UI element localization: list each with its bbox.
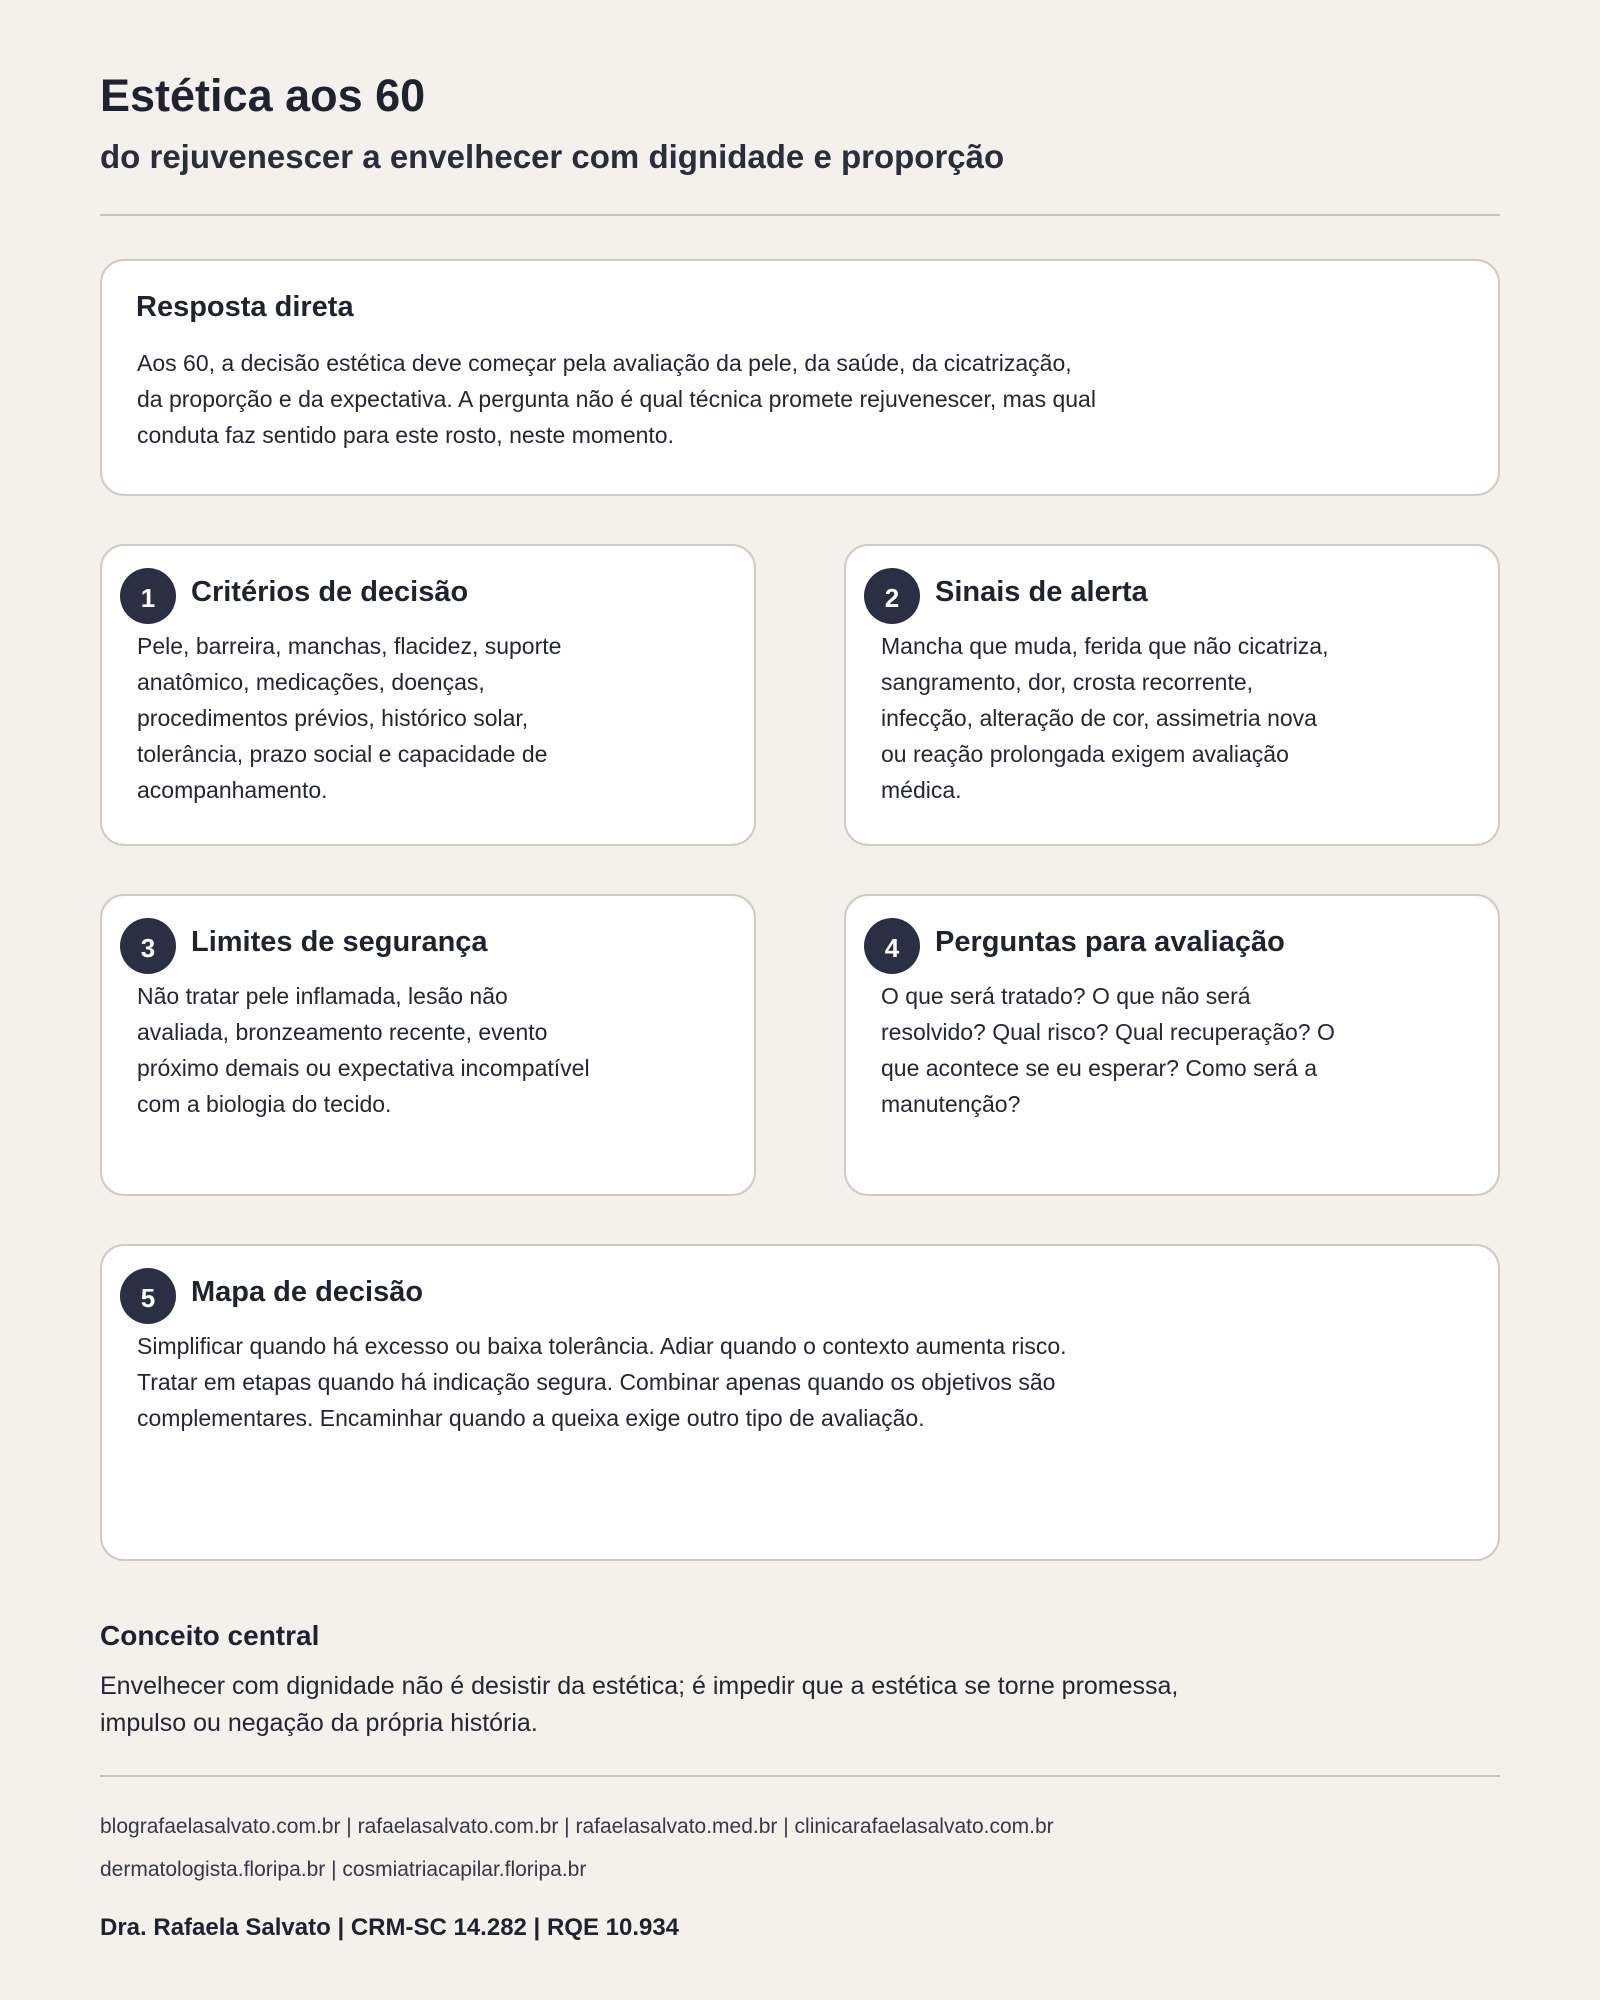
direct-answer-line: Aos 60, a decisão estética deve começar pela avaliação da pele, da saúde, da cicatrização,: [137, 350, 1072, 376]
card-title: Sinais de alerta: [935, 576, 1148, 608]
card-line: acompanhamento.: [137, 777, 328, 803]
direct-answer-text: [137, 345, 1096, 453]
concept-title: Conceito central: [100, 1620, 320, 1651]
footer-links-line-2: dermatologista.floripa.br | cosmiatriacapilar.floripa.br: [100, 1858, 587, 1881]
step-number: 4: [884, 932, 900, 963]
card-line: ou reação prolongada exigem avaliação: [881, 741, 1289, 767]
direct-answer-line: da proporção e da expectativa. A pergunta não é qual técnica promete rejuvenescer, mas qual: [137, 386, 1096, 412]
direct-answer-line: conduta faz sentido para este rosto, neste momento.: [137, 422, 674, 448]
card-text: [137, 628, 561, 808]
step-number: 5: [140, 1282, 156, 1313]
card-line: próximo demais ou expectativa incompatível: [137, 1055, 590, 1081]
card-text: [881, 628, 1329, 808]
card-title: Perguntas para avaliação: [935, 926, 1285, 958]
card-title: Mapa de decisão: [191, 1276, 424, 1308]
card-line: procedimentos prévios, histórico solar,: [137, 705, 529, 731]
step-number-badge: [120, 1268, 176, 1324]
step-number-badge: [864, 918, 920, 974]
card-line: avaliada, bronzeamento recente, evento: [137, 1019, 548, 1045]
card-line: Mancha que muda, ferida que não cicatriza,: [881, 633, 1329, 659]
header-divider: [100, 214, 1500, 216]
card-line: Simplificar quando há excesso ou baixa tolerância. Adiar quando o contexto aumenta risco.: [137, 1333, 1067, 1359]
card-text: [881, 978, 1335, 1122]
direct-answer-card: [100, 259, 1500, 496]
footer-links-line-1: blografaelasalvato.com.br | rafaelasalvato.com.br | rafaelasalvato.med.br | clinicarafaelasalvato.com.br: [100, 1815, 1054, 1838]
page-subtitle: do rejuvenescer a envelhecer com dignidade e proporção: [100, 138, 1005, 175]
card-limites-seguranca: [100, 894, 756, 1196]
card-line: complementares. Encaminhar quando a queixa exige outro tipo de avaliação.: [137, 1405, 925, 1431]
step-number: 1: [140, 582, 156, 613]
card-line: Pele, barreira, manchas, flacidez, suporte: [137, 633, 562, 659]
step-number-badge: [864, 568, 920, 624]
card-line: médica.: [881, 777, 962, 803]
card-line: tolerância, prazo social e capacidade de: [137, 741, 548, 767]
page-title: Estética aos 60: [100, 70, 426, 121]
step-number-badge: [120, 918, 176, 974]
card-line: infecção, alteração de cor, assimetria nova: [881, 705, 1317, 731]
concept-text: [100, 1668, 1250, 1742]
card-mapa-decisao: [100, 1244, 1500, 1561]
card-line: manutenção?: [881, 1091, 1021, 1117]
card-line: sangramento, dor, crosta recorrente,: [881, 669, 1254, 695]
card-line: com a biologia do tecido.: [137, 1091, 392, 1117]
direct-answer-title: Resposta direta: [136, 291, 354, 323]
footer-divider: [100, 1775, 1500, 1777]
card-line: anatômico, medicações, doenças,: [137, 669, 485, 695]
card-text: [137, 1328, 1067, 1436]
card-title: Critérios de decisão: [191, 576, 469, 608]
card-perguntas-avaliacao: [844, 894, 1500, 1196]
step-number-badge: [120, 568, 176, 624]
card-line: O que será tratado? O que não será: [881, 983, 1251, 1009]
card-line: Não tratar pele inflamada, lesão não: [137, 983, 508, 1009]
card-line: que acontece se eu esperar? Como será a: [881, 1055, 1317, 1081]
card-criterios: [100, 544, 756, 846]
card-text: [137, 978, 590, 1122]
card-line: Tratar em etapas quando há indicação segura. Combinar apenas quando os objetivos são: [137, 1369, 1056, 1395]
card-title: Limites de segurança: [191, 926, 488, 958]
author-signature: Dra. Rafaela Salvato | CRM-SC 14.282 | RQE 10.934: [100, 1914, 680, 1941]
card-sinais-alerta: [844, 544, 1500, 846]
step-number: 2: [884, 582, 900, 613]
concept-line: Envelhecer com dignidade não é desistir da estética; é impedir que a estética se torne promessa,: [100, 1672, 1179, 1700]
step-number: 3: [140, 932, 156, 963]
concept-line: impulso ou negação da própria história.: [100, 1709, 538, 1737]
card-line: resolvido? Qual risco? Qual recuperação? O: [881, 1019, 1335, 1045]
